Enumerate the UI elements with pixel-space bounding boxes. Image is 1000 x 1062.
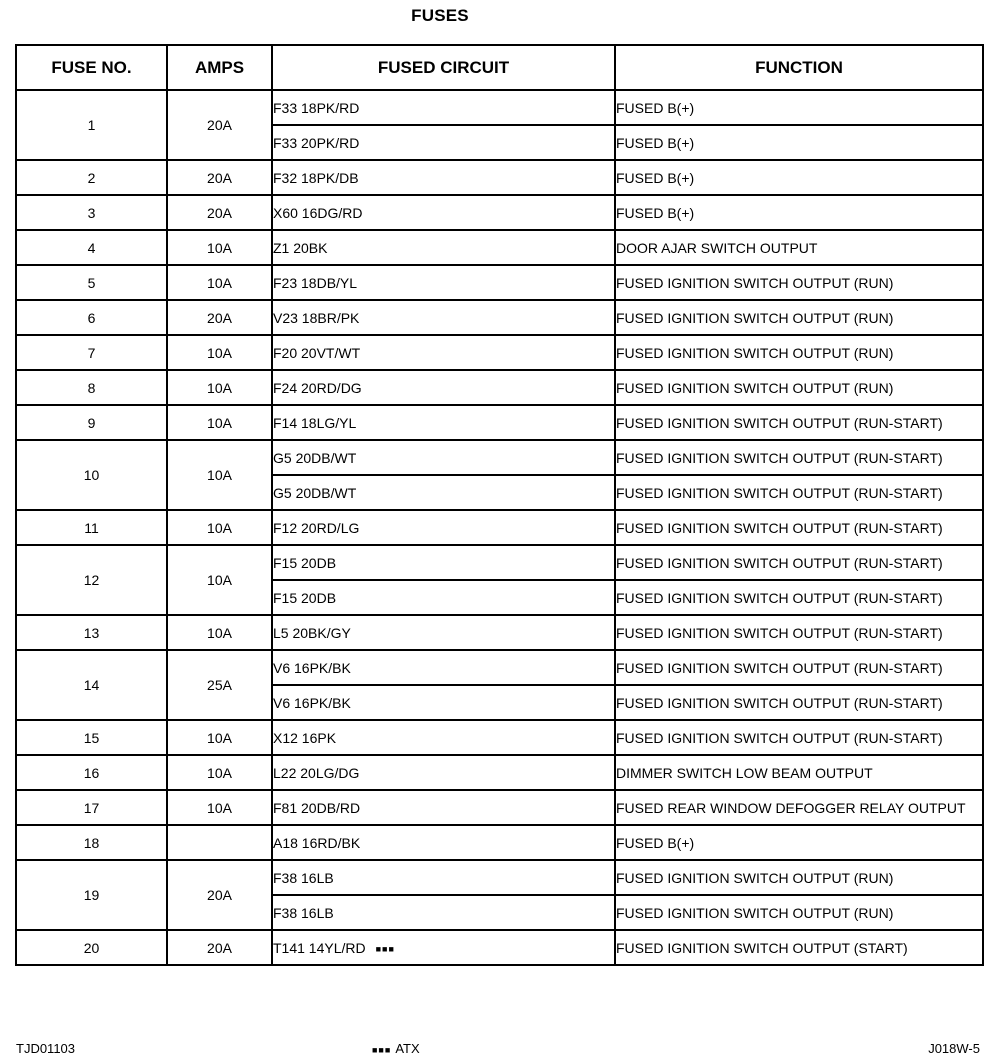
function-cell: DOOR AJAR SWITCH OUTPUT xyxy=(615,230,983,265)
fused-circuit-text: L22 20LG/DG xyxy=(273,764,360,781)
fused-circuit-cell xyxy=(272,300,615,335)
fused-circuit-cell xyxy=(272,790,615,825)
function-cell: FUSED B(+) xyxy=(615,160,983,195)
function-cell: FUSED IGNITION SWITCH OUTPUT (RUN-START) xyxy=(615,405,983,440)
fuse-number-cell: 6 xyxy=(16,300,167,335)
function-cell: FUSED IGNITION SWITCH OUTPUT (RUN) xyxy=(615,895,983,930)
fused-circuit-text: F15 20DB xyxy=(273,554,337,571)
table-row xyxy=(16,790,983,825)
function-cell: FUSED IGNITION SWITCH OUTPUT (RUN-START) xyxy=(615,615,983,650)
fuse-amps-cell: 10A xyxy=(167,510,272,545)
fuse-amps-cell: 20A xyxy=(167,930,272,965)
function-cell: FUSED IGNITION SWITCH OUTPUT (RUN) xyxy=(615,370,983,405)
function-cell: FUSED IGNITION SWITCH OUTPUT (RUN) xyxy=(615,265,983,300)
fused-circuit-cell xyxy=(272,615,615,650)
table-row xyxy=(16,405,983,440)
fuse-amps-cell: 20A xyxy=(167,195,272,230)
fused-circuit-text: X60 16DG/RD xyxy=(273,204,363,221)
table-row xyxy=(16,650,983,685)
function-cell: FUSED IGNITION SWITCH OUTPUT (RUN) xyxy=(615,300,983,335)
function-cell: DIMMER SWITCH LOW BEAM OUTPUT xyxy=(615,755,983,790)
footer-right-code: J018W-5 xyxy=(928,1041,980,1056)
table-row xyxy=(16,230,983,265)
fused-circuit-text: V6 16PK/BK xyxy=(273,659,351,676)
fused-circuit-text: X12 16PK xyxy=(273,729,337,746)
fuse-amps-cell xyxy=(167,825,272,860)
fused-circuit-text: F20 20VT/WT xyxy=(273,344,361,361)
fuse-number-cell: 1 xyxy=(16,90,167,160)
function-cell: FUSED B(+) xyxy=(615,125,983,160)
table-row xyxy=(16,265,983,300)
table-row xyxy=(16,615,983,650)
fused-circuit-text: Z1 20BK xyxy=(273,239,328,256)
function-cell: FUSED IGNITION SWITCH OUTPUT (RUN) xyxy=(615,860,983,895)
fuse-number-cell: 4 xyxy=(16,230,167,265)
fuse-number-cell: 17 xyxy=(16,790,167,825)
fused-circuit-text: F81 20DB/RD xyxy=(273,799,361,816)
fused-circuit-cell xyxy=(272,125,615,160)
fused-circuit-text: V23 18BR/PK xyxy=(273,309,360,326)
fused-circuit-cell xyxy=(272,230,615,265)
fused-circuit-cell xyxy=(272,90,615,125)
fuse-amps-cell: 10A xyxy=(167,265,272,300)
fused-circuit-cell xyxy=(272,650,615,685)
fuse-amps-cell: 10A xyxy=(167,545,272,615)
footer-marker: ■■■ xyxy=(372,1044,392,1055)
fused-circuit-text: F23 18DB/YL xyxy=(273,274,358,291)
fuse-number-cell: 11 xyxy=(16,510,167,545)
footer-middle-label: ATX xyxy=(395,1041,420,1056)
header-amps: AMPS xyxy=(167,45,272,90)
fused-circuit-text: F33 20PK/RD xyxy=(273,134,360,151)
fused-circuit-cell xyxy=(272,265,615,300)
fused-circuit-cell xyxy=(272,685,615,720)
fuse-amps-cell: 10A xyxy=(167,230,272,265)
fuse-number-cell: 9 xyxy=(16,405,167,440)
fuse-number-cell: 20 xyxy=(16,930,167,965)
fused-circuit-text: T141 14YL/RD xyxy=(273,939,366,956)
fuse-amps-cell: 10A xyxy=(167,370,272,405)
function-cell: FUSED IGNITION SWITCH OUTPUT (START) xyxy=(615,930,983,965)
fuse-number-cell: 2 xyxy=(16,160,167,195)
fuse-number-cell: 12 xyxy=(16,545,167,615)
fuse-amps-cell: 10A xyxy=(167,755,272,790)
footer-middle xyxy=(372,1041,420,1056)
fused-circuit-cell xyxy=(272,860,615,895)
fused-circuit-cell xyxy=(272,405,615,440)
fuse-amps-cell: 10A xyxy=(167,615,272,650)
fuse-number-cell: 16 xyxy=(16,755,167,790)
fused-circuit-text: G5 20DB/WT xyxy=(273,449,357,466)
table-header-row xyxy=(16,45,983,90)
fused-circuit-text: V6 16PK/BK xyxy=(273,694,351,711)
footer-left-code: TJD01103 xyxy=(16,1041,76,1056)
fused-circuit-cell xyxy=(272,335,615,370)
table-row xyxy=(16,930,983,965)
function-cell: FUSED IGNITION SWITCH OUTPUT (RUN-START) xyxy=(615,510,983,545)
fused-circuit-text: F38 16LB xyxy=(273,869,334,886)
fuse-number-cell: 19 xyxy=(16,860,167,930)
function-cell: FUSED REAR WINDOW DEFOGGER RELAY OUTPUT xyxy=(615,790,983,825)
fuse-number-cell: 3 xyxy=(16,195,167,230)
fused-circuit-cell xyxy=(272,930,615,965)
fuse-amps-cell: 10A xyxy=(167,790,272,825)
function-cell: FUSED B(+) xyxy=(615,825,983,860)
table-row xyxy=(16,440,983,475)
fuse-amps-cell: 25A xyxy=(167,650,272,720)
table-row xyxy=(16,370,983,405)
fuse-amps-cell: 10A xyxy=(167,335,272,370)
table-row xyxy=(16,860,983,895)
fuse-number-cell: 13 xyxy=(16,615,167,650)
fused-circuit-cell xyxy=(272,195,615,230)
fuse-number-cell: 7 xyxy=(16,335,167,370)
fuse-number-cell: 5 xyxy=(16,265,167,300)
fused-circuit-text: F15 20DB xyxy=(273,589,337,606)
function-cell: FUSED IGNITION SWITCH OUTPUT (RUN-START) xyxy=(615,685,983,720)
fused-circuit-cell xyxy=(272,580,615,615)
table-row xyxy=(16,825,983,860)
fused-circuit-cell xyxy=(272,510,615,545)
fused-circuit-text: L5 20BK/GY xyxy=(273,624,351,641)
fuse-amps-cell: 20A xyxy=(167,160,272,195)
fuse-amps-cell: 10A xyxy=(167,405,272,440)
fused-circuit-text: F38 16LB xyxy=(273,904,334,921)
table-row xyxy=(16,545,983,580)
function-cell: FUSED IGNITION SWITCH OUTPUT (RUN-START) xyxy=(615,440,983,475)
fuse-amps-cell: 20A xyxy=(167,300,272,335)
fused-circuit-text: F14 18LG/YL xyxy=(273,414,357,431)
fused-circuit-cell xyxy=(272,440,615,475)
fused-circuit-cell xyxy=(272,370,615,405)
fused-circuit-text: G5 20DB/WT xyxy=(273,484,357,501)
fused-circuit-text: F24 20RD/DG xyxy=(273,379,362,396)
table-row xyxy=(16,300,983,335)
table-row xyxy=(16,335,983,370)
table-row xyxy=(16,755,983,790)
function-cell: FUSED IGNITION SWITCH OUTPUT (RUN-START) xyxy=(615,720,983,755)
fuse-amps-cell: 20A xyxy=(167,860,272,930)
fused-circuit-cell xyxy=(272,475,615,510)
fuse-number-cell: 10 xyxy=(16,440,167,510)
function-cell: FUSED IGNITION SWITCH OUTPUT (RUN-START) xyxy=(615,580,983,615)
fused-circuit-cell xyxy=(272,895,615,930)
fused-circuit-text: F32 18PK/DB xyxy=(273,169,359,186)
function-cell: FUSED IGNITION SWITCH OUTPUT (RUN) xyxy=(615,335,983,370)
function-cell: FUSED B(+) xyxy=(615,90,983,125)
fuse-amps-cell: 20A xyxy=(167,90,272,160)
fused-circuit-cell xyxy=(272,720,615,755)
fused-circuit-text: A18 16RD/BK xyxy=(273,834,361,851)
fused-circuit-cell xyxy=(272,755,615,790)
function-cell: FUSED IGNITION SWITCH OUTPUT (RUN-START) xyxy=(615,545,983,580)
fuse-number-cell: 15 xyxy=(16,720,167,755)
table-row xyxy=(16,195,983,230)
function-cell: FUSED IGNITION SWITCH OUTPUT (RUN-START) xyxy=(615,650,983,685)
fused-circuit-text: F33 18PK/RD xyxy=(273,99,360,116)
fuse-amps-cell: 10A xyxy=(167,440,272,510)
fuse-amps-cell: 10A xyxy=(167,720,272,755)
table-row xyxy=(16,90,983,125)
fused-circuit-cell xyxy=(272,160,615,195)
fused-circuit-cell xyxy=(272,545,615,580)
function-cell: FUSED IGNITION SWITCH OUTPUT (RUN-START) xyxy=(615,475,983,510)
header-fuse-no: FUSE NO. xyxy=(16,45,167,90)
header-fused-circuit: FUSED CIRCUIT xyxy=(272,45,615,90)
fuse-number-cell: 8 xyxy=(16,370,167,405)
table-row xyxy=(16,720,983,755)
function-cell: FUSED B(+) xyxy=(615,195,983,230)
header-function: FUNCTION xyxy=(615,45,983,90)
table-row xyxy=(16,160,983,195)
fuse-number-cell: 18 xyxy=(16,825,167,860)
page-title: FUSES xyxy=(411,6,469,25)
fused-circuit-cell xyxy=(272,825,615,860)
atx-marker: ■■■ xyxy=(375,943,395,954)
fuse-number-cell: 14 xyxy=(16,650,167,720)
fuses-table xyxy=(15,44,984,966)
fused-circuit-text: F12 20RD/LG xyxy=(273,519,360,536)
fuses-table-body xyxy=(16,90,983,965)
table-row xyxy=(16,510,983,545)
